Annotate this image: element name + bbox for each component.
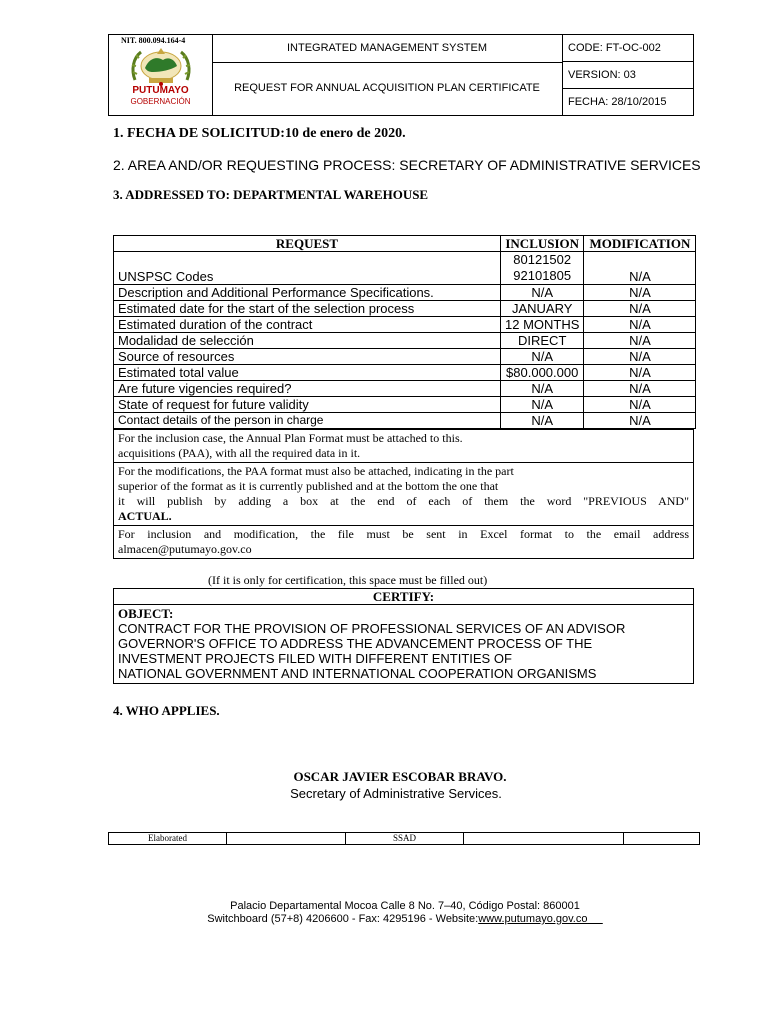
note-modification <box>114 462 693 525</box>
document-header <box>108 34 694 116</box>
table-row <box>114 365 696 381</box>
contact-line <box>0 913 768 925</box>
document-title: REQUEST FOR ANNUAL ACQUISITION PLAN CERTIFICATE <box>234 82 540 94</box>
inclusion-cell: $80.000.000 <box>501 365 584 381</box>
brand-subtitle: GOBERNACIÓN <box>130 97 191 106</box>
request-table <box>113 235 696 429</box>
system-title: INTEGRATED MANAGEMENT SYSTEM <box>212 35 562 63</box>
modification-cell: N/A <box>584 252 696 285</box>
note-line: For the modifications, the PAA format must also be attached, indicating in the part <box>118 464 514 478</box>
unspsc-code-2: 92101805 <box>513 268 572 283</box>
table-row <box>114 252 696 285</box>
table-row <box>114 301 696 317</box>
ssad-label: SSAD <box>346 833 464 845</box>
request-cell: Contact details of the person in charge <box>114 413 501 429</box>
request-cell: Estimated total value <box>114 365 501 381</box>
inclusion-cell: N/A <box>501 285 584 301</box>
table-row <box>114 381 696 397</box>
modification-cell: N/A <box>584 397 696 413</box>
ssad-value <box>464 833 624 845</box>
modification-cell: N/A <box>584 285 696 301</box>
table-row <box>109 833 700 845</box>
document-date: FECHA: 28/10/2015 <box>568 96 667 108</box>
modification-cell: N/A <box>584 333 696 349</box>
modification-cell: N/A <box>584 301 696 317</box>
modification-cell: N/A <box>584 365 696 381</box>
section-addressed-to: 3. ADDRESSED TO: DEPARTMENTAL WAREHOUSE <box>113 187 429 202</box>
inclusion-cell: N/A <box>501 397 584 413</box>
contact-text: Switchboard (57+8) 4206600 - Fax: 4295196 - Website: <box>207 913 479 925</box>
brand-name: PUTUMAYO <box>132 85 189 96</box>
signatory-role: Secretary of Administrative Services. <box>290 786 502 801</box>
inclusion-cell: N/A <box>501 349 584 365</box>
header-inclusion: INCLUSION <box>501 236 584 252</box>
extra-cell <box>624 833 700 845</box>
address-line: Palacio Departamental Mocoa Calle 8 No. 7–40, Código Postal: 860001 <box>230 900 580 912</box>
inclusion-cell <box>501 252 584 285</box>
modification-cell: N/A <box>584 413 696 429</box>
elaborated-value <box>227 833 346 845</box>
note-line: superior of the format as it is currently published and at the bottom the one that <box>118 479 499 493</box>
note-line: For the inclusion case, the Annual Plan Format must be attached to this. <box>118 431 463 445</box>
modification-cell: N/A <box>584 349 696 365</box>
elaborated-label: Elaborated <box>109 833 227 845</box>
certify-box <box>113 588 694 684</box>
instructions-box <box>113 429 694 559</box>
signatory-name: OSCAR JAVIER ESCOBAR BRAVO. <box>293 769 507 784</box>
certify-title: CERTIFY: <box>114 589 693 605</box>
object-line: INVESTMENT PROJECTS FILED WITH DIFFERENT ENTITIES OF <box>118 651 512 666</box>
table-row <box>114 285 696 301</box>
note-line: it will publish by adding a box at the end of each of them the word "PREVIOUS AND" <box>118 494 689 508</box>
section-requesting-process: 2. AREA AND/OR REQUESTING PROCESS: SECRETARY OF ADMINISTRATIVE SERVICES <box>113 157 701 173</box>
note-line: acquisitions (PAA), with all the required data in it. <box>118 446 361 460</box>
header-request: REQUEST <box>114 236 501 252</box>
putumayo-crest-logo <box>127 44 195 88</box>
inclusion-cell: N/A <box>501 413 584 429</box>
note-line: ACTUAL. <box>118 509 172 523</box>
table-row <box>114 349 696 365</box>
request-cell: State of request for future validity <box>114 397 501 413</box>
inclusion-cell: JANUARY <box>501 301 584 317</box>
object-line: CONTRACT FOR THE PROVISION OF PROFESSIONAL SERVICES OF AN ADVISOR <box>118 621 626 636</box>
request-cell: UNSPSC Codes <box>114 252 501 285</box>
note-inclusion <box>114 430 693 462</box>
request-cell: Description and Additional Performance Specifications. <box>114 285 501 301</box>
logo-cell <box>109 35 213 115</box>
certification-note: (If it is only for certification, this space must be filled out) <box>208 573 488 587</box>
object-label: OBJECT: <box>118 606 174 621</box>
table-row <box>114 333 696 349</box>
website-link[interactable]: www.putumayo.gov.co <box>478 913 588 925</box>
nit-number: NIT. 800.094.164-4 <box>121 36 186 45</box>
request-cell: Source of resources <box>114 349 501 365</box>
object-line: GOVERNOR'S OFFICE TO ADDRESS THE ADVANCEMENT PROCESS OF THE <box>118 636 593 651</box>
document-version: VERSION: 03 <box>562 62 693 89</box>
table-header-row <box>114 236 696 252</box>
modification-cell: N/A <box>584 381 696 397</box>
unspsc-code-1: 80121502 <box>513 252 572 267</box>
note-line: For inclusion and modification, the file must be sent in Excel format to the email address <box>118 527 689 541</box>
section-request-date: 1. FECHA DE SOLICITUD:10 de enero de 2020. <box>113 126 406 141</box>
object-line: NATIONAL GOVERNMENT AND INTERNATIONAL COOPERATION ORGANISMS <box>118 666 597 681</box>
note-email <box>114 525 693 558</box>
email-address: almacen@putumayo.gov.co <box>118 542 252 556</box>
request-cell: Are future vigencies required? <box>114 381 501 397</box>
table-row <box>114 317 696 333</box>
inclusion-cell: 12 MONTHS <box>501 317 584 333</box>
table-row <box>114 413 696 429</box>
header-modification: MODIFICATION <box>584 236 696 252</box>
approval-table <box>108 832 700 845</box>
request-cell: Estimated duration of the contract <box>114 317 501 333</box>
inclusion-cell: DIRECT <box>501 333 584 349</box>
document-code: CODE: FT-OC-002 <box>562 35 693 62</box>
modification-cell: N/A <box>584 317 696 333</box>
section-who-applies: 4. WHO APPLIES. <box>113 703 220 718</box>
request-cell: Estimated date for the start of the selection process <box>114 301 501 317</box>
inclusion-cell: N/A <box>501 381 584 397</box>
table-row <box>114 397 696 413</box>
request-cell: Modalidad de selección <box>114 333 501 349</box>
